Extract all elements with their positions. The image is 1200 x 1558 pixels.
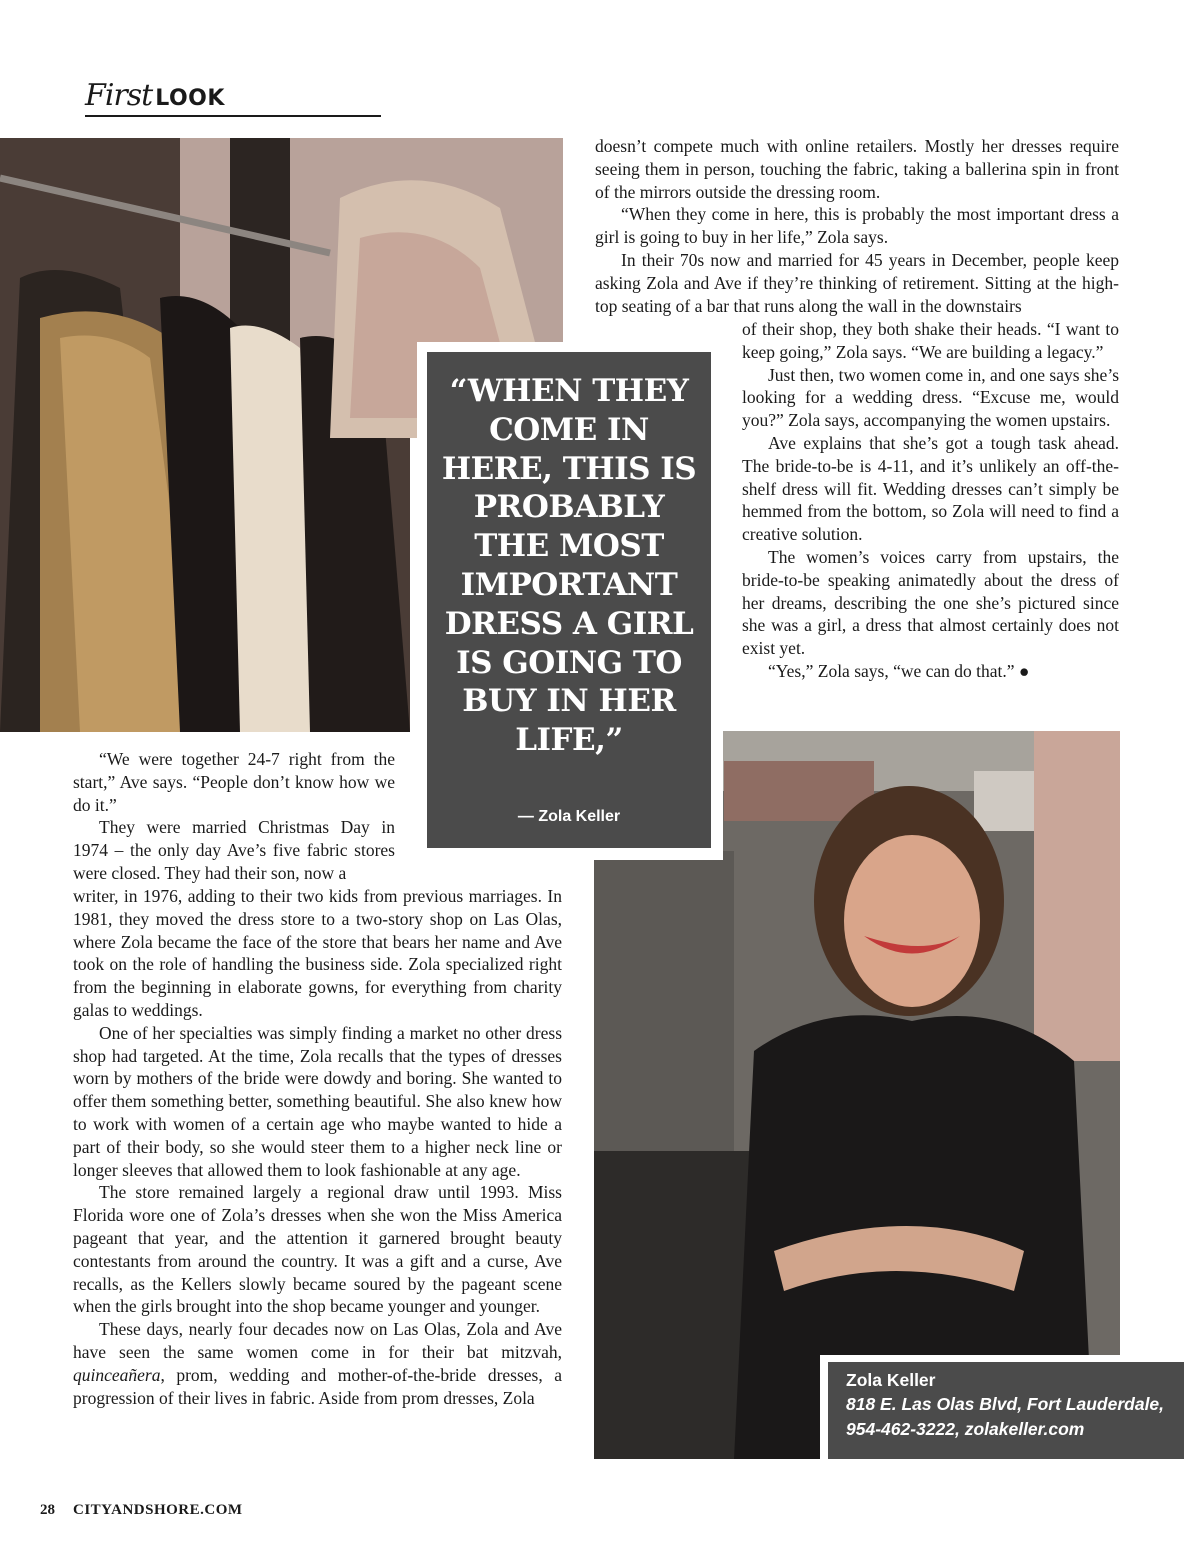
article-paragraph: Just then, two women come in, and one says she’s looking for a wedding dress. “Excuse me, would you?” Zola says, accompanying the women upstairs. [742, 364, 1119, 431]
pullquote-text: “WHEN THEY COME IN HERE, THIS IS PROBABLY THE MOST IMPORTANT DRESS A GIRL IS GOING TO BUY IN HER LIFE,” [441, 373, 697, 759]
article-paragraph: of their shop, they both shake their heads. “I want to keep going,” Zola says. “We are building a legacy.” [742, 319, 1119, 362]
article-italic-term: quinceañera [73, 1364, 161, 1385]
pullquote [427, 352, 711, 848]
article-paragraph: The store remained largely a regional draw until 1993. Miss Florida wore one of Zola’s dresses when she won the Miss America pageant that year, and the attention it garnered brought beauty contestants from around the country. It was a gift and a curse, Ave recalls, as the Kellers slowly became soured by the pageant scene when the girls brought into the shop became younger and younger. [73, 1182, 562, 1317]
page-number: 28 [40, 1502, 55, 1518]
section-divider [85, 115, 381, 117]
article-paragraph: In their 70s now and married for 45 years in December, people keep asking Zola and Ave if they’re thinking of retirement. Sitting at the high-top seating of a bar that runs along the wall in the downstairs [595, 249, 1119, 316]
end-mark-icon: ● [1018, 660, 1030, 681]
article-paragraph-final [742, 660, 1119, 683]
article-paragraph: One of her specialties was simply finding a market no other dress shop had targeted. At the time, Zola recalls that the types of dresses worn by mothers of the bride were dowdy and boring. She wanted to offer them something better, something beautiful. She also knew how to work with women of a certain age who maybe wanted to hide a part of their body, so she would steer them to a higher neck line or longer sleeves that allowed them to look fashionable at any age. [73, 1022, 562, 1180]
section-header [85, 78, 381, 118]
article-column-left-narrow [73, 748, 395, 885]
article-paragraph: writer, in 1976, adding to their two kids from previous marriages. In 1981, they moved the dress store to a two-story shop on Las Olas, where Zola became the face of the store that bears her name and Ave took on the role of handling the business side. Zola specialized right from the beginning in elaborate gowns, for everything from charity galas to weddings. [73, 886, 562, 1020]
business-info-box [828, 1362, 1184, 1459]
article-paragraph: Ave explains that she’s got a tough task ahead. The bride-to-be is 4-11, and it’s unlikely an off-the-shelf dress will fit. Wedding dresses can’t simply be hemmed from the bottom, so Zola will need to find a creative solution. [742, 432, 1119, 545]
section-header-look: LOOK [155, 86, 225, 111]
article-column-right-narrow [742, 318, 1119, 683]
article-paragraph: doesn’t compete much with online retailers. Mostly her dresses require seeing them in person, touching the fabric, taking a ballerina spin in front of the mirrors outside the dressing room. [595, 136, 1119, 202]
business-contact: 954-462-3222, zolakeller.com [846, 1419, 1085, 1439]
business-name: Zola Keller [846, 1370, 936, 1390]
article-final-sentence: “Yes,” Zola says, “we can do that.” [768, 660, 1015, 681]
article-text-run: These days, nearly four decades now on Las Olas, Zola and Ave have seen the same women come in for their bat mitzvah, [73, 1319, 562, 1362]
pullquote-attribution: — Zola Keller [517, 808, 621, 825]
article-paragraph: “When they come in here, this is probably the most important dress a girl is going to buy in her life,” Zola says. [595, 204, 1119, 248]
article-column-right-top [595, 135, 1119, 317]
page-footer [40, 1502, 243, 1519]
article-column-left-wide [73, 885, 562, 1409]
business-address: 818 E. Las Olas Blvd, Fort Lauderdale, [846, 1394, 1165, 1414]
section-header-first: First [85, 78, 153, 113]
article-paragraph: They were married Christmas Day in 1974 – the only day Ave’s five fabric stores were closed. They had their son, now a [73, 817, 395, 883]
publication-site: CITYANDSHORE.COM [73, 1502, 243, 1518]
article-text-run: prom, wedding and mother-of-the-bride dresses, a progression of their lives in fabric. Aside from prom dresses, Zola [73, 1364, 562, 1408]
article-paragraph: “We were together 24-7 right from the start,” Ave says. “People don’t know how we do it.” [73, 749, 395, 815]
article-paragraph: These days, nearly four decades now on Las Olas, Zola and Ave have seen the same women come in for their bat mitzvah, quinceañera, prom, wedding and mother-of-the-bride dresses, a progression of their lives in fabric. Aside from prom dresses, Zola [73, 1319, 562, 1408]
article-paragraph: The women’s voices carry from upstairs, the bride-to-be speaking animatedly about the dress of her dreams, describing the one she’s pictured since she was a girl, a dress that almost certainly does not exist yet. [742, 546, 1119, 659]
